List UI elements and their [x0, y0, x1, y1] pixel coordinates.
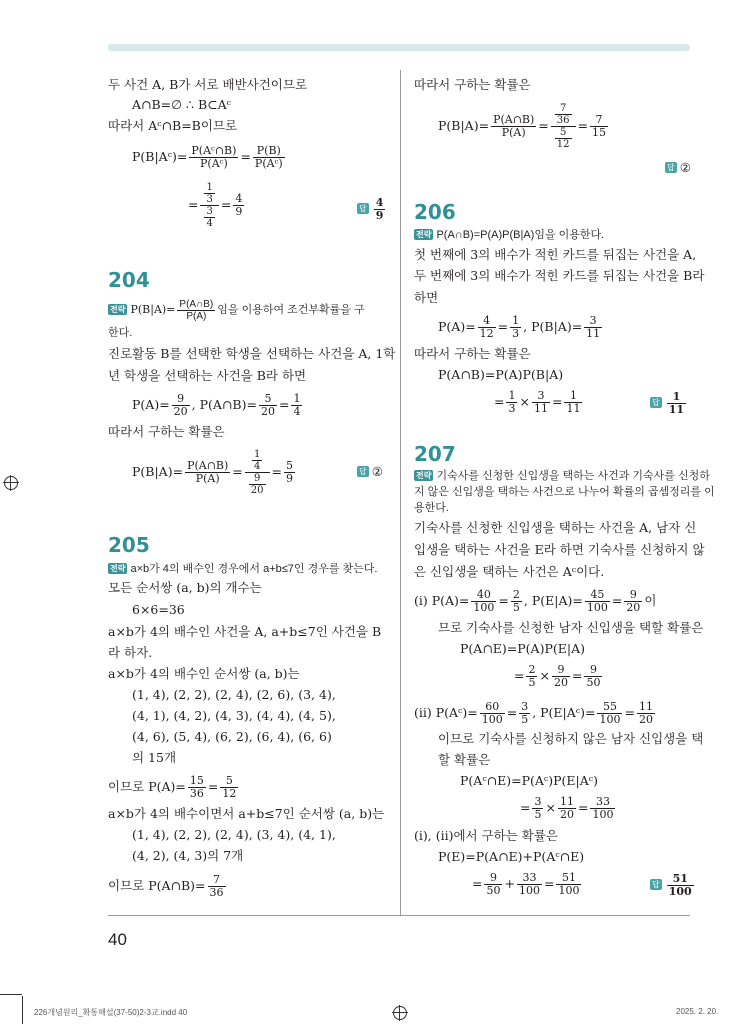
text-line: 은 신입생을 택하는 사건은 Aᶜ이다. [414, 564, 605, 579]
text-line: a×b가 4의 배수이면서 a+b≤7인 순서쌍 (a, b)는 [108, 806, 385, 821]
math-line: P(E)=P(A∩E)+P(Aᶜ∩E) [438, 849, 585, 864]
text-line: 기숙사를 신청한 신입생을 택하는 사건을 A, 남자 신 [414, 520, 697, 535]
math-line: = $\frac{1}{3}$ × $\frac{3}{11}$ = $\frac{1}{11}$ [494, 389, 581, 415]
math-line: = $\frac{9}{50}$ + $\frac{33}{100}$ = $\frac{51}{100}$ [472, 871, 580, 897]
text-line: (4, 6), (5, 4), (6, 2), (6, 4), (6, 6) [132, 729, 332, 744]
answer-label: 답 [652, 398, 660, 407]
math-line: (ⅰ) P(A)= $\frac{40}{100}$ = $\frac{2}{5}$ , P(E|A)= $\frac{45}{100}$ = $\frac{9}{20}$ 이 [414, 588, 657, 614]
strategy-204: 전략 P(B|A)= $\frac{P(A\cap B)}{P(A)}$ 임을 이용하여 조건부확률을 구 [110, 298, 365, 322]
answer-label: 답 [359, 467, 367, 476]
registration-mark-icon [4, 476, 18, 490]
text-line: 6×6=36 [132, 602, 185, 617]
answer-label: 답 [652, 880, 660, 889]
strategy-206: 전략 P(A∩B)=P(A)P(B|A)임을 이용한다. [416, 229, 605, 241]
math-line: = $\frac{3}{5}$ × $\frac{11}{20}$ = $\frac{33}{100}$ [520, 795, 614, 821]
text-line: (4, 2), (4, 3)의 7개 [132, 848, 244, 863]
math-line: P(A∩E)=P(A)P(E|A) [460, 641, 585, 656]
text-line: 의 15개 [132, 750, 177, 765]
page-number: 40 [108, 930, 127, 949]
text-line: 할 확률은 [438, 752, 491, 767]
footer-date: 2025. 2. 20. [676, 1007, 719, 1016]
problem-number-207: 207 [414, 442, 456, 466]
text-line: 따라서 구하는 확률은 [414, 346, 531, 361]
footer-file: 226개념원리_확통해설(37-50)2-3교.indd 40 [34, 1008, 188, 1017]
problem-number-206: 206 [414, 200, 456, 224]
text-line: 두 번째에 3의 배수가 적힌 카드를 뒤집는 사건을 B라 [414, 268, 705, 283]
text-line: 따라서 구하는 확률은 [414, 77, 531, 92]
strategy-207-cont: 지 않은 신입생을 택하는 사건으로 나누어 확률의 곱셈정리를 이 [414, 486, 715, 498]
math-line: P(B|A)= $\frac{P(A\cap B)}{P(A)}$ = $\frac{\frac{1}{4}}{\frac{9}{20}}$ = $\frac{5}{9}$ [132, 449, 293, 496]
math-line: P(A)= $\frac{4}{12}$ = $\frac{1}{3}$ , P(B|A)= $\frac{3}{11}$ [438, 314, 601, 340]
registration-mark-icon [393, 1006, 407, 1020]
text-line: 라 하자. [108, 645, 153, 660]
crop-mark [22, 996, 23, 1024]
answer-box: 답 $\frac{1}{11}$ [652, 390, 685, 416]
text-line: 따라서 Aᶜ∩B=B이므로 [108, 118, 238, 133]
text-line: (4, 1), (4, 2), (4, 3), (4, 4), (4, 5), [132, 708, 336, 723]
strategy-207: 전략 기숙사를 신청한 신입생을 택하는 사건과 기숙사를 신청하 [416, 470, 710, 482]
bottom-rule [108, 915, 690, 916]
math-line: P(A)= $\frac{9}{20}$ , P(A∩B)= $\frac{5}{20}$ = $\frac{1}{4}$ [132, 392, 301, 418]
math-line: = $\frac{2}{5}$ × $\frac{9}{20}$ = $\frac{9}{50}$ [514, 663, 601, 689]
math-line: P(A∩B)=P(A)P(B|A) [438, 367, 564, 382]
answer-label: 답 [667, 163, 675, 172]
math-line: 이므로 P(A∩B)= $\frac{7}{36}$ [108, 873, 224, 899]
text-line: 입생을 택하는 사건을 E라 하면 기숙사를 신청하지 않 [414, 542, 705, 557]
strategy-label: 전략 [416, 230, 432, 239]
strategy-label: 전략 [416, 471, 432, 480]
math-line: = $\frac{\frac{1}{3}}{\frac{3}{4}}$ = $\frac{4}{9}$ [188, 182, 243, 229]
strategy-label: 전략 [110, 305, 126, 314]
answer-label: 답 [359, 204, 367, 213]
answer-box: 답 $\frac{51}{100}$ [652, 872, 692, 898]
strategy-207-cont: 용한다. [414, 502, 449, 514]
problem-number-205: 205 [108, 533, 150, 557]
text-line: 따라서 구하는 확률은 [108, 424, 225, 439]
math-line: P(B|A)= $\frac{P(A\cap B)}{P(A)}$ = $\frac{\frac{7}{36}}{\frac{5}{12}}$ = $\frac{7}{15}$ [438, 103, 606, 150]
answer-box: 답 ② [667, 160, 691, 175]
text-line: 므로 기숙사를 신청한 남자 신입생을 택할 확률은 [438, 620, 704, 635]
math-line: P(B|Aᶜ)= $\frac{\text{P(Aᶜ∩B)}}{\text{P(Aᶜ)}}$ = $\frac{P(B)}{\text{P(Aᶜ)}}$ [132, 144, 283, 170]
text-line: 첫 번째에 3의 배수가 적힌 카드를 뒤집는 사건을 A, [414, 247, 697, 262]
text-line: a×b가 4의 배수인 사건을 A, a+b≤7인 사건을 B [108, 624, 382, 639]
text-line: a×b가 4의 배수인 순서쌍 (a, b)는 [108, 666, 300, 681]
strategy-204-cont: 한다. [108, 327, 133, 339]
answer-box: 답 ② [359, 464, 383, 479]
text-line: 이므로 기숙사를 신청하지 않은 남자 신입생을 택 [438, 731, 704, 746]
strategy-205: 전략 a×b가 4의 배수인 경우에서 a+b≤7인 경우를 찾는다. [110, 563, 378, 575]
header-bar [108, 44, 690, 51]
math-line: (ⅱ) P(Aᶜ)= $\frac{60}{100}$ = $\frac{3}{5}$ , P(E|Aᶜ)= $\frac{55}{100}$ = $\frac{11}{20}$ [414, 700, 653, 726]
answer-box: 답 $\frac{4}{9}$ [359, 196, 384, 222]
crop-mark [0, 994, 22, 995]
math-line: A∩B=∅ ∴ B⊂Aᶜ [132, 97, 231, 112]
text-line: 두 사건 A, B가 서로 배반사건이므로 [108, 77, 308, 92]
text-line: (1, 4), (2, 2), (2, 4), (2, 6), (3, 4), [132, 687, 336, 702]
text-line: 모든 순서쌍 (a, b)의 개수는 [108, 580, 262, 595]
math-line: P(Aᶜ∩E)=P(Aᶜ)P(E|Aᶜ) [460, 773, 598, 788]
text-line: (ⅰ), (ⅱ)에서 구하는 확률은 [414, 828, 558, 843]
column-divider [400, 70, 401, 915]
strategy-label: 전략 [110, 564, 126, 573]
text-line: 진로활동 B를 선택한 학생을 선택하는 사건을 A, 1학 [108, 346, 396, 361]
text-line: 하면 [414, 290, 439, 305]
problem-number-204: 204 [108, 268, 150, 292]
math-line: 이므로 P(A)= $\frac{15}{36}$ = $\frac{5}{12}$ [108, 774, 237, 800]
text-line: 년 학생을 선택하는 사건을 B라 하면 [108, 368, 307, 383]
text-line: (1, 4), (2, 2), (2, 4), (3, 4), (4, 1), [132, 827, 336, 842]
